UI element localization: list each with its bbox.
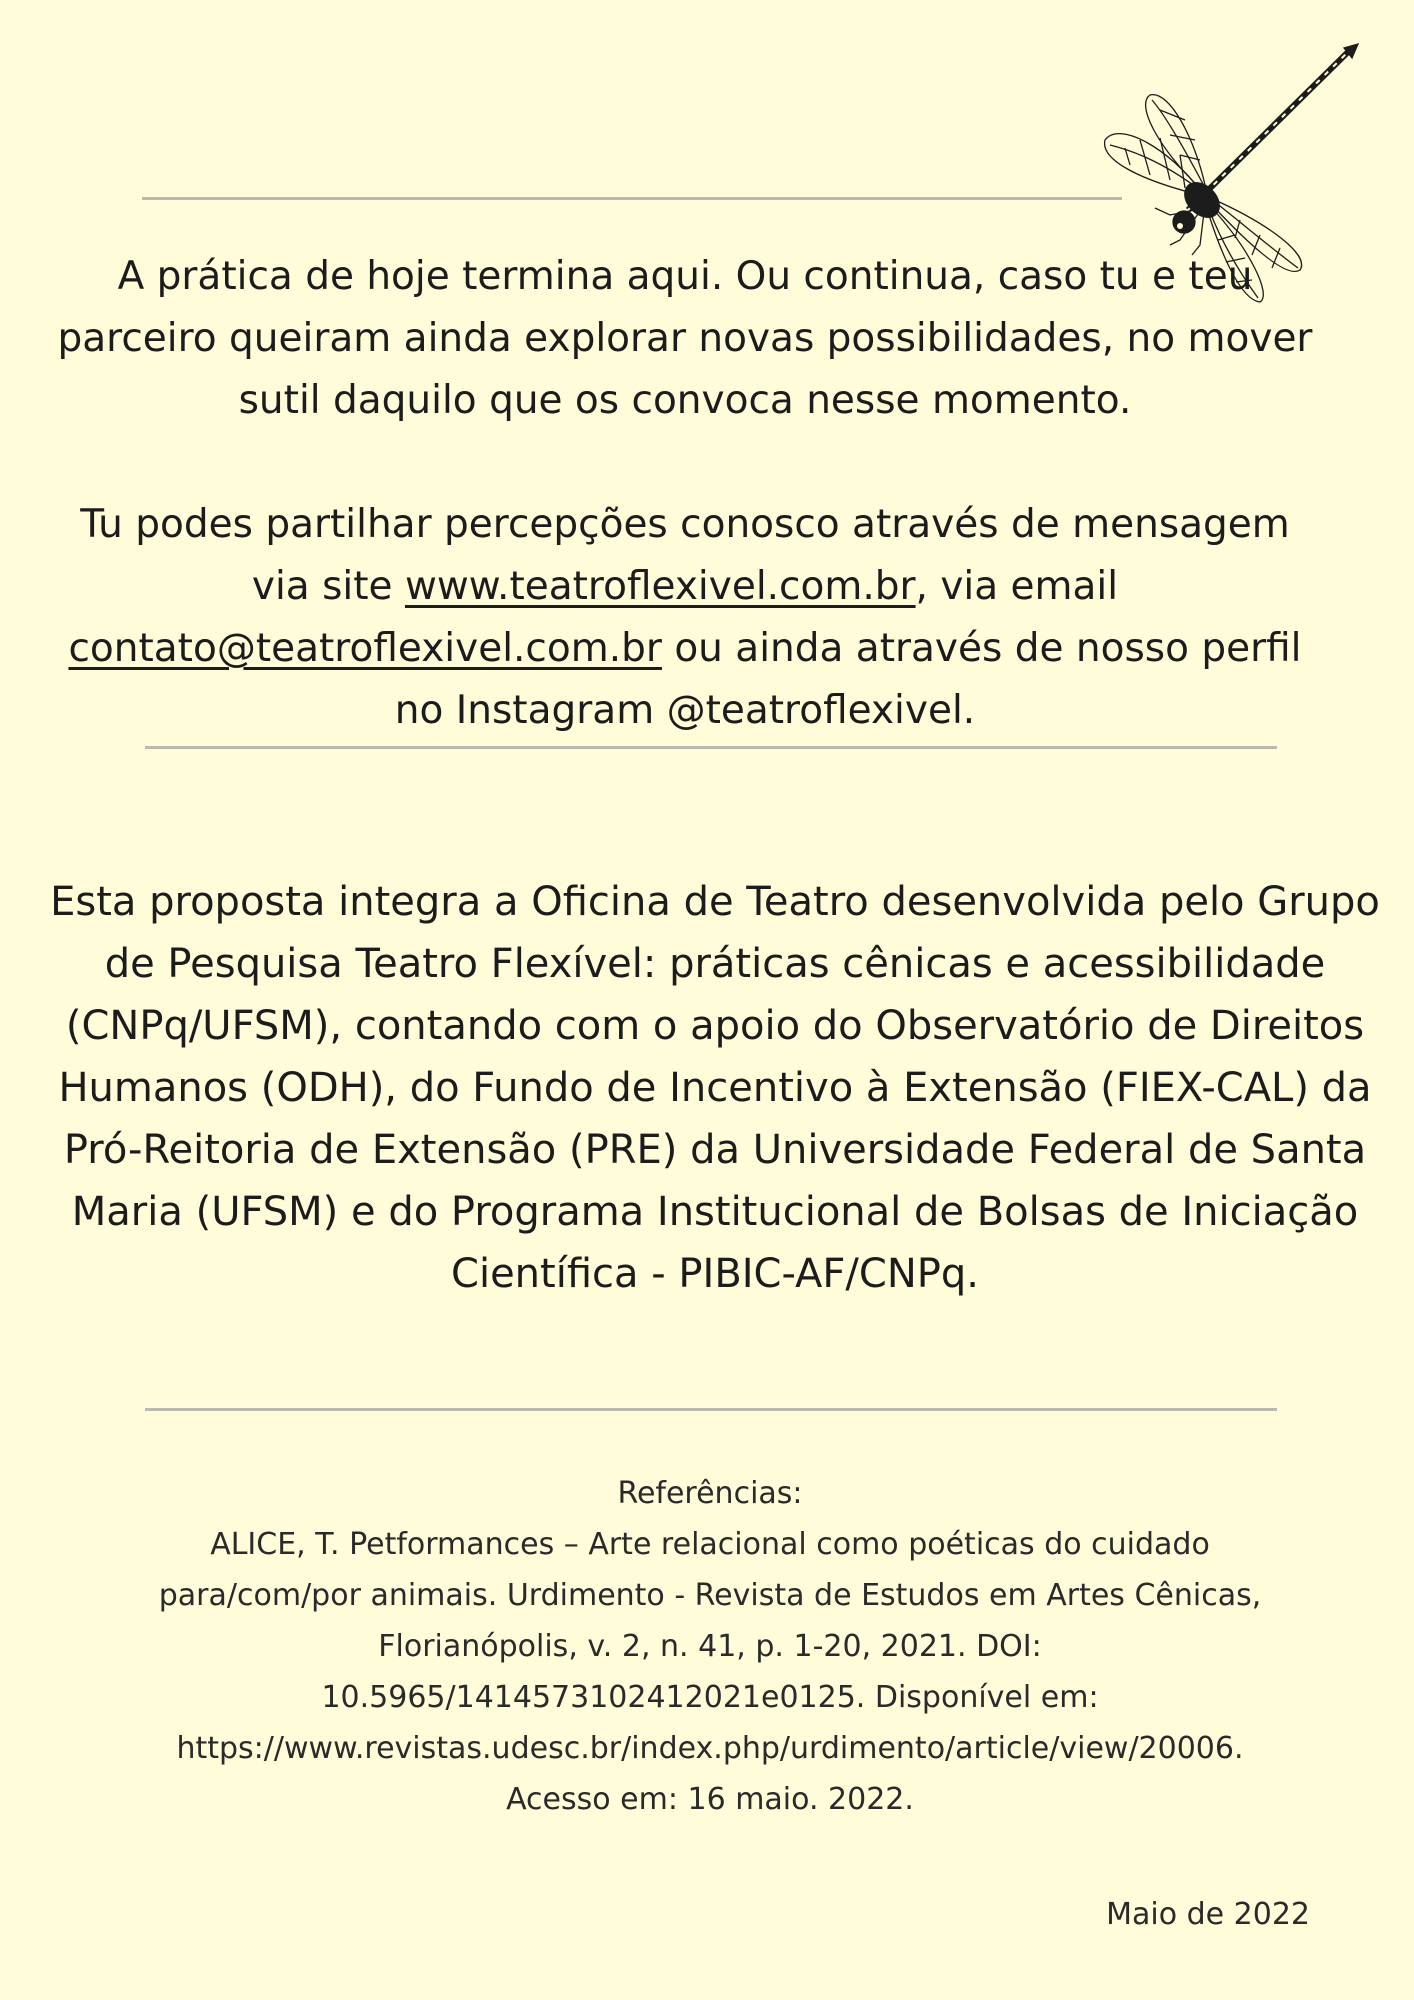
reference-entry: ALICE, T. Petformances – Arte relacional como poéticas do cuidado para/com/por animais. Urdimento - Revista de Estudos em Artes Cênicas, Florianópolis, v. 2, n. 41, p. 1-20, 2021. DOI: 10.5965/1414573102412021e0125. Disponível em: https://www.revistas.udesc.br/index.php/urdimento/article/view/20006. Acesso em: 16 maio. 2022. (158, 1527, 1262, 1817)
funding-paragraph (20, 871, 1410, 1305)
references-heading: Referências: (617, 1476, 803, 1511)
closing-line-1: A prática de hoje termina aqui. Ou continua, caso tu e teu (117, 254, 1253, 299)
contact-line-1: Tu podes partilhar percepções conosco através de mensagem (80, 502, 1290, 547)
divider-bottom (145, 1408, 1277, 1411)
contact-email-prefix: , via email (915, 564, 1119, 609)
funding-text: Esta proposta integra a Oficina de Teatro desenvolvida pelo Grupo de Pesquisa Teatro Flexível: práticas cênicas e acessibilidade (CNPq/UFSM), contando com o apoio do Observatório de Direitos Humanos (ODH), do Fundo de Incentivo à Extensão (FIEX-CAL) da Pró-Reitoria de Extensão (PRE) da Universidade Federal de Santa Maria (UFSM) e do Programa Institucional de Bolsas de Iniciação Científica - PIBIC-AF/CNPq. (50, 879, 1380, 1297)
closing-paragraph (20, 246, 1350, 432)
divider-top (142, 197, 1122, 200)
contact-line-3 (20, 618, 1350, 680)
divider-middle (145, 746, 1277, 749)
contact-site-prefix: via site (251, 564, 405, 609)
contact-paragraph (20, 494, 1350, 742)
closing-line-2: parceiro queiram ainda explorar novas possibilidades, no mover (57, 316, 1313, 361)
email-link[interactable]: contato@teatroflexivel.com.br (68, 626, 662, 671)
closing-line-3: sutil daquilo que os convoca nesse momento. (238, 378, 1132, 423)
contact-email-suffix: ou ainda através de nosso perfil (661, 626, 1302, 671)
references-section (150, 1468, 1270, 1825)
contact-line-4: no Instagram @teatroflexivel. (394, 688, 976, 733)
website-link[interactable]: www.teatroflexivel.com.br (404, 564, 916, 609)
contact-line-2 (20, 556, 1350, 618)
publication-date: Maio de 2022 (1106, 1897, 1310, 1932)
